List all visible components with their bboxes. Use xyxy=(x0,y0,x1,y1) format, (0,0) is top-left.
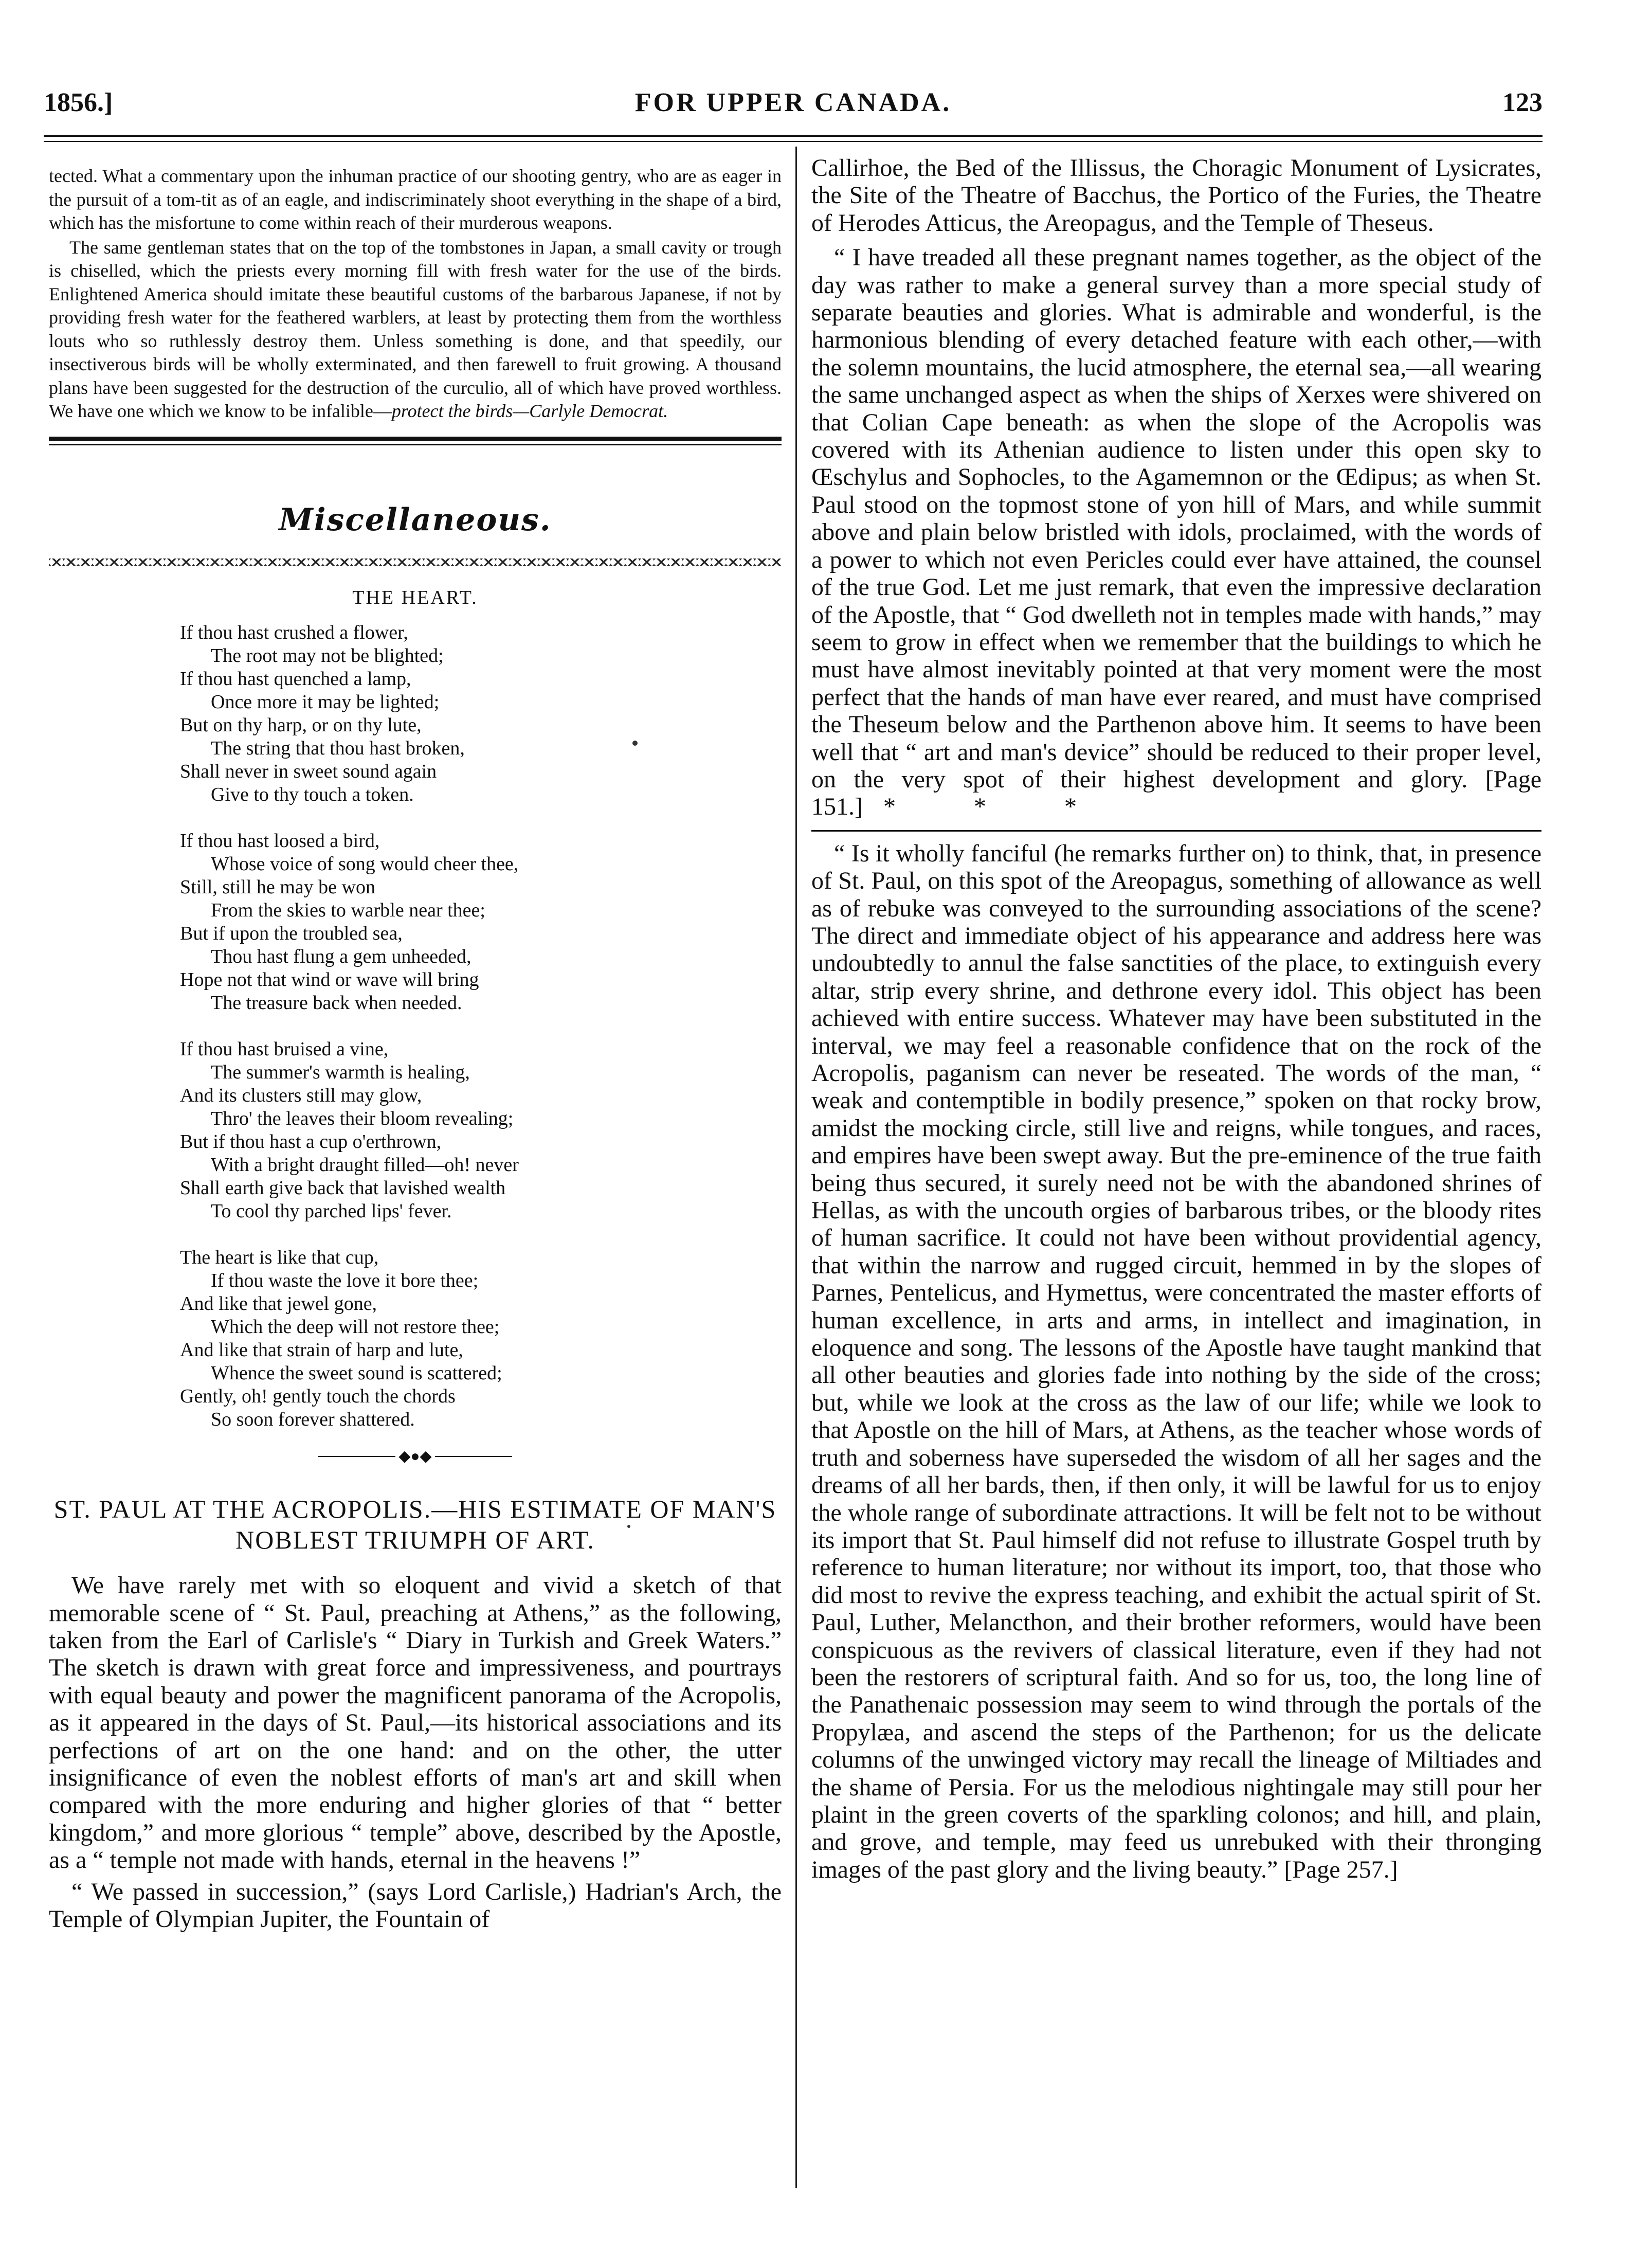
poem xyxy=(180,621,782,1431)
poem-line: Whence the sweet sound is scattered; xyxy=(211,1362,502,1384)
asterism: * * * xyxy=(883,793,1113,821)
poem-stanza xyxy=(180,1038,782,1223)
section-heading: Miscellaneous. xyxy=(279,501,552,538)
poem-line: Whose voice of song would cheer thee, xyxy=(211,853,519,875)
poem-line: The summer's warmth is healing, xyxy=(211,1061,470,1083)
poem-stanza xyxy=(180,621,782,806)
poem-line: The heart is like that cup, xyxy=(180,1246,379,1268)
page-number: 123 xyxy=(1502,88,1543,117)
continuation-paragraph xyxy=(49,236,782,423)
running-head xyxy=(44,87,1543,123)
poem-line: Shall never in sweet sound again xyxy=(180,760,437,782)
header-rule-bottom xyxy=(44,141,1543,142)
running-head-year: 1856.] xyxy=(44,88,113,117)
poem-line: If thou hast quenched a lamp, xyxy=(180,668,411,690)
poem-line: And like that jewel gone, xyxy=(180,1292,377,1315)
poem-line: The root may not be blighted; xyxy=(211,644,444,667)
ornament-divider: ◆●◆ xyxy=(49,1447,782,1466)
ink-speck xyxy=(632,741,638,746)
poem-line: The treasure back when needed. xyxy=(211,992,462,1014)
poem-line: To cool thy parched lips' fever. xyxy=(211,1200,452,1222)
poem-line: If thou hast crushed a flower, xyxy=(180,621,408,643)
poem-stanza xyxy=(180,1246,782,1431)
header-rule-top xyxy=(44,135,1543,137)
article-paragraph xyxy=(811,244,1541,821)
poem-line: Shall earth give back that lavished wealth xyxy=(180,1177,506,1199)
poem-line: But on thy harp, or on thy lute, xyxy=(180,714,422,736)
article-paragraph: Callirhoe, the Bed of the Illissus, the Choragic Monument of Lysicrates, the Site of the Theatre of Bacchus, the Portico of the Furies, the Theatre of Herodes Atticus, the Areopagus, and the Temple of Theseus. xyxy=(811,154,1541,237)
right-column xyxy=(811,154,1541,1883)
poem-title: THE HEART. xyxy=(352,586,478,608)
poem-line: With a bright draught filled—oh! never xyxy=(211,1154,519,1176)
continuation-text: The same gentleman states that on the top of the tombstones in Japan, a small cavity or trough is chiselled, which the priests every morning fill with fresh water for the use of the birds. Enlightened America should imitate these beautiful customs of the barbarous Japanese, if not by providing fresh water for the feathered warblers, at least by protecting them from the worthless louts who so ruthlessly destroy them. Unless something is done, and that speedily, our insectiverous birds will be wholly exterminated, and then farewell to fruit growing. A thousand plans have been suggested for the destruction of the curculio, all of which have proved worthless. We have one which we know to be infalible— xyxy=(49,237,782,421)
poem-line: Once more it may be lighted; xyxy=(211,691,440,713)
poem-line: Thou hast flung a gem unheeded, xyxy=(211,945,471,967)
poem-line: The string that thou hast broken, xyxy=(211,737,465,759)
ink-speck xyxy=(627,1525,630,1528)
article-paragraph: “ Is it wholly fanciful (he remarks further on) to think, that, in presence of St. Paul, on this spot of the Areopagus, something of allowance as well as of rebuke was conveyed to the surrounding associations of the scene? The direct and immediate object of his appearance and address here was undoubtedly to annul the false sanctities of the place, to extinguish every altar, strip every shrine, and dethrone every idol. This object has been achieved with entire success. Whatever may have been substituted in the interval, we may feel a reasonable confidence that on the rock of the Acropolis, paganism can never be reseated. The words of the man, “ weak and contemptible in bodily presence,” spoken on that rocky brow, amidst the mocking circle, still live and reigns, while tongues, and races, and empires have been swept away. But the pre-eminence of the true faith being thus secured, it surely need not be with the abandoned shrines of Hellas, as with the uncouth orgies of barbarous tribes, or the bloody rites of human sacrifice. It could not have been without providential agency, that within the narrow and rugged circuit, hemmed in by the slopes of Parnes, Pentelicus, and Hymettus, were concentrated the master efforts of human excellence, in arts and arms, in intellect and imagination, in eloquence and song. The lessons of the Apostle have taught mankind that all other beauties and glories fade into nothing by the side of the cross; but, while we look at the cross as the law of our life; while we look to that Apostle on the hill of Mars, at Athens, as the teacher whose words of truth and soberness have superseded the wisdom of all her sages and the dreams of all her bards, then, if then only, it will be lawful for us to enjoy the whole range of subordinate attractions. It will be felt not to be without its import that St. Paul himself did not refuse to illustrate Gospel truth by reference to human literature; nor without its import, too, that those who did most to revive the express teaching, and exhibit the actual spirit of St. Paul, Luther, Melancthon, and their brother reformers, would have been conspicuous as the revivers of classical literature, even if they had not been the restorers of scriptural faith. And so for us, too, the long line of the Panathenaic possession may seem to wind through the portals of the Propylæa, and ascend the steps of the Parthenon; for us the delicate columns of the unwinged victory may recall the lineage of Miltiades and the shame of Persia. For us the melodious nightingale may still pour her plaint in the green coverts of the sparkling colonos; and hill, and plain, and grove, and temple, may feed us unrebuked with their thronging images of the past glory and the living beauty.” [Page 257.] xyxy=(811,839,1541,1883)
wavy-rule xyxy=(49,559,782,566)
poem-line: But if upon the troubled sea, xyxy=(180,922,403,944)
poem-line: And like that strain of harp and lute, xyxy=(180,1339,463,1361)
poem-stanza xyxy=(180,830,782,1015)
paragraph-rule xyxy=(811,830,1541,832)
poem-line: Gently, oh! gently touch the chords xyxy=(180,1385,456,1407)
running-head-title: FOR UPPER CANADA. xyxy=(634,88,952,117)
poem-line: Still, still he may be won xyxy=(180,876,375,898)
section-rule xyxy=(49,437,782,445)
article-paragraph: We have rarely met with so eloquent and vivid a sketch of that memorable scene of “ St. Paul, preaching at Athens,” as the following, taken from the Earl of Carlisle's “ Diary in Turkish and Greek Waters.” The sketch is drawn with great force and impressiveness, and pourtrays with equal beauty and power the magnificent panorama of the Acropolis, as it appeared in the days of St. Paul,—its historical associations and its perfections of art on the one hand: and on the other, the utter insignificance of even the noblest efforts of man's art and skill when compared with the more enduring and higher glories of that “ better kingdom,” and more glorious “ temple” above, described by the Apostle, as a “ temple not made with hands, eternal in the heavens !” xyxy=(49,1572,782,1874)
poem-line: Hope not that wind or wave will bring xyxy=(180,968,479,991)
continuation-italic-ending: protect the birds—Carlyle Democrat. xyxy=(391,401,668,421)
poem-line: If thou hast loosed a bird, xyxy=(180,830,380,852)
poem-line: So soon forever shattered. xyxy=(211,1408,415,1430)
paragraph-text: “ I have treaded all these pregnant names together, as the object of the day was rather to make a general survey than a more special study of separate beauties and glories. What is admirable and wonderful, is the harmonious blending of every detached feature with each other,—with the solemn mountains, the lucid atmosphere, the eternal sea,—all wearing the same unchanged aspect as when the ships of Xerxes were shivered on that Colian Cape beneath: as when the slope of the Acropolis was covered with its Athenian audience to listen under this open sky to Œschylus and Sophocles, to the Agamemnon or the Œdipus; as when St. Paul stood on the topmost stone of yon hill of Mars, and while summit above and plain below bristled with idols, proclaimed, with the words of a power to which not even Pericles could ever have attained, the counsel of the true God. Let me just remark, that even the impressive declaration of the Apostle, that “ God dwelleth not in temples made with hands,” may seem to grow in effect when we remember that the buildings to which he must have almost inevitably pointed at that very moment were the most perfect that the hands of man have ever reared, and must have comprised the Theseum below and the Parthenon above him. It seems to have been well that “ art and man's device” should be reduced to their proper level, on the very spot of their highest development and glory. [Page 151.] xyxy=(811,244,1541,821)
poem-line: If thou hast bruised a vine, xyxy=(180,1038,389,1060)
poem-line: Thro' the leaves their bloom revealing; xyxy=(211,1107,514,1129)
poem-line: Which the deep will not restore thee; xyxy=(211,1316,500,1338)
poem-line: From the skies to warble near thee; xyxy=(211,899,485,921)
left-column xyxy=(49,165,782,1933)
poem-line: But if thou hast a cup o'erthrown, xyxy=(180,1130,442,1153)
poem-line: If thou waste the love it bore thee; xyxy=(211,1269,479,1291)
article-paragraph: “ We passed in succession,” (says Lord Carlisle,) Hadrian's Arch, the Temple of Olympian Jupiter, the Fountain of xyxy=(49,1878,782,1933)
article-title: ST. PAUL AT THE ACROPOLIS.—HIS ESTIMATE OF MAN'S NOBLEST TRIUMPH OF ART. xyxy=(53,1495,777,1555)
column-divider xyxy=(795,147,797,2188)
poem-line: Give to thy touch a token. xyxy=(211,783,414,805)
continuation-paragraph: tected. What a commentary upon the inhuman practice of our shooting gentry, who are as eager in the pursuit of a tom-tit as of an eagle, and indiscriminately shoot everything in the shape of a bird, which has the misfortune to come within reach of their murderous weapons. xyxy=(49,166,782,233)
poem-line: And its clusters still may glow, xyxy=(180,1084,422,1106)
